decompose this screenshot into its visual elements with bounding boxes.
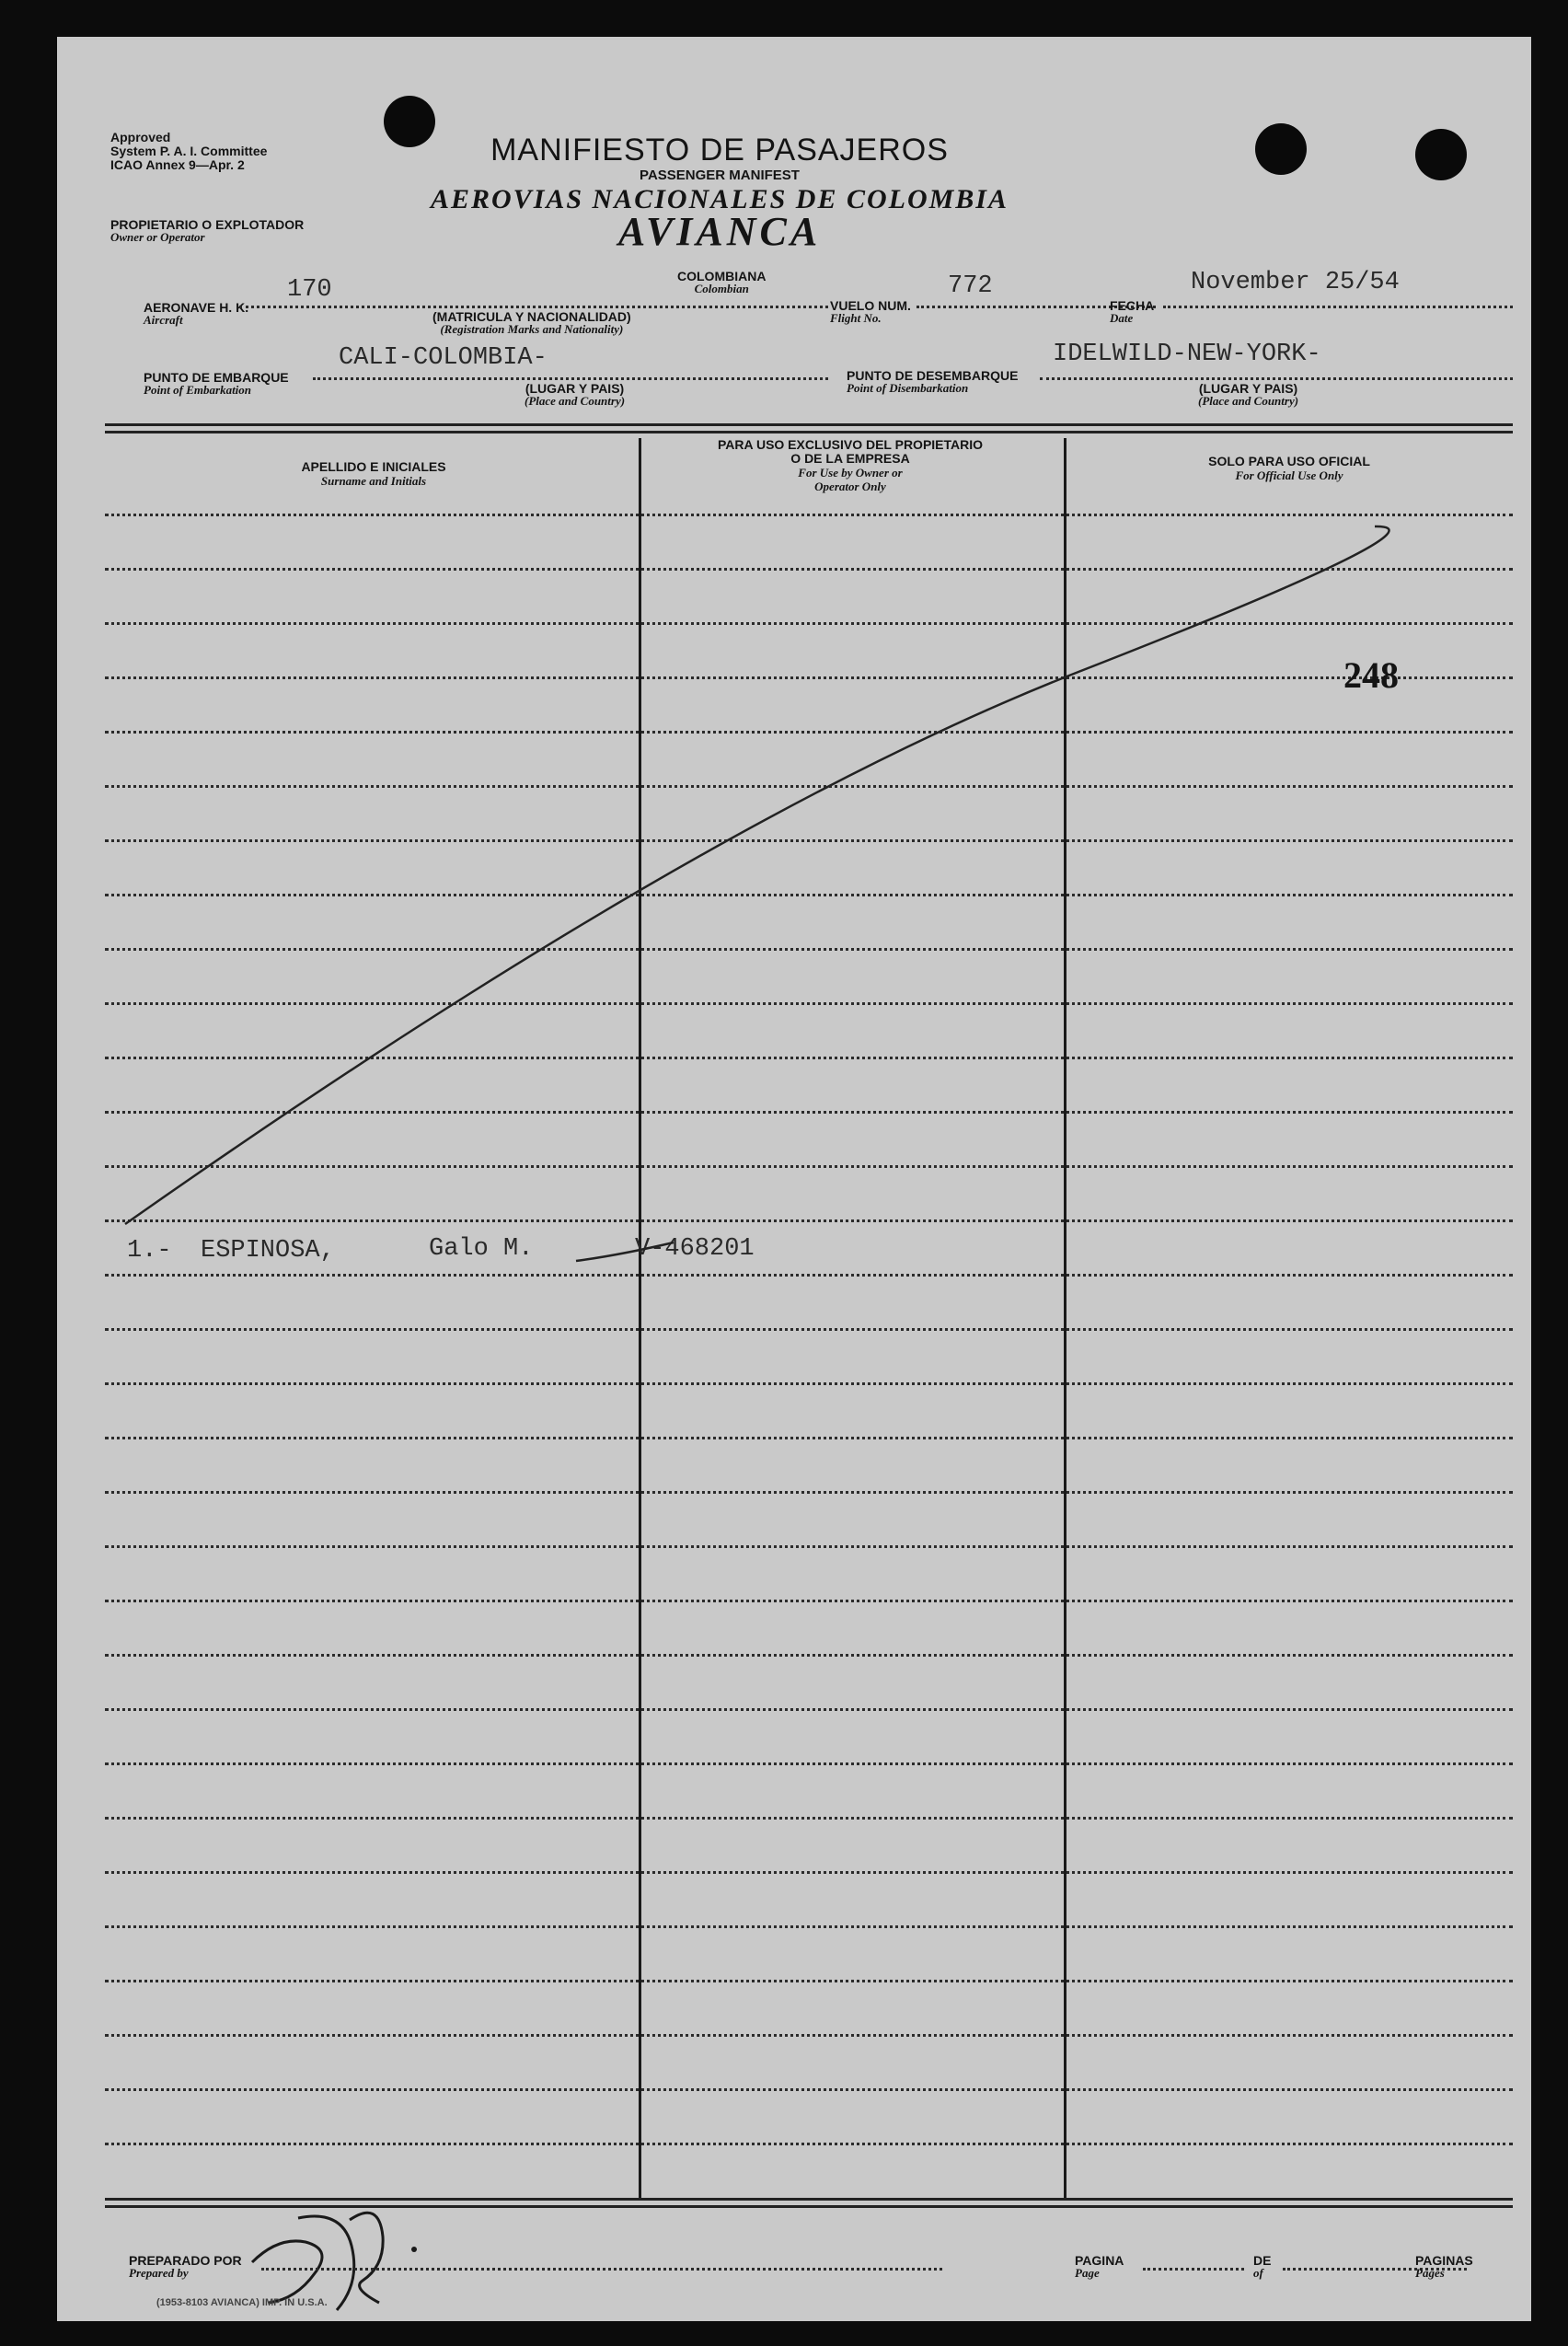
- aircraft-label: AERONAVE H. K. Aircraft: [144, 300, 249, 327]
- printer-line: (1953-8103 AVIANCA) IMP. IN U.S.A.: [156, 2297, 328, 2308]
- nationality-label: COLOMBIANA Colombian: [677, 269, 767, 295]
- column-header-official: SOLO PARA USO OFICIAL For Official Use Only: [1208, 454, 1370, 482]
- passenger-number: 1.-: [127, 1237, 172, 1265]
- disembark-label: PUNTO DE DESEMBARQUE Point of Disembarkation: [847, 368, 1019, 395]
- prepared-by-underline: [261, 2268, 942, 2271]
- operator-label: PROPIETARIO O EXPLOTADOR Owner or Operator: [110, 217, 305, 244]
- date-label: FECHA Date: [1110, 298, 1155, 325]
- airline-name: AEROVIAS NACIONALES DE COLOMBIA: [430, 184, 1009, 214]
- passenger-given-name: Galo M.: [429, 1235, 534, 1263]
- stamp-number: 248: [1343, 654, 1399, 696]
- cancellation-stroke: [57, 37, 1531, 2321]
- manifest-sheet: [57, 37, 1531, 2321]
- prepared-by-label: PREPARADO POR Prepared by: [129, 2253, 242, 2280]
- approval-line: Approved: [110, 130, 171, 144]
- page-underline: [1143, 2268, 1244, 2271]
- aircraft-value: 170: [287, 276, 332, 304]
- airline-brand: AVIANCA: [617, 209, 822, 254]
- page-label: PAGINA Page: [1075, 2253, 1124, 2280]
- passenger-document: V-468201: [635, 1235, 755, 1263]
- disembark-place-label: (LUGAR Y PAIS) (Place and Country): [1198, 381, 1299, 408]
- embark-place-label: (LUGAR Y PAIS) (Place and Country): [525, 381, 626, 408]
- document-tick-mark: [572, 1230, 683, 1266]
- embark-label: PUNTO DE EMBARQUE Point of Embarkation: [144, 370, 289, 397]
- form-title: MANIFIESTO DE PASAJEROS: [490, 133, 949, 168]
- of-label: DE of: [1253, 2253, 1272, 2280]
- flight-value: 772: [948, 272, 993, 300]
- pages-label: PAGINAS Pages: [1415, 2253, 1473, 2280]
- form-subtitle: PASSENGER MANIFEST: [640, 168, 800, 183]
- disembark-value: IDELWILD-NEW-YORK-: [1053, 341, 1321, 368]
- registration-label: (MATRICULA Y NACIONALIDAD) (Registration Marks and Nationality): [432, 309, 631, 336]
- column-header-owner: PARA USO EXCLUSIVO DEL PROPIETARIO O DE LA EMPRESA For Use by Owner or Operator Only: [717, 437, 984, 493]
- approval-line: System P. A. I. Committee: [110, 144, 268, 158]
- date-value: November 25/54: [1191, 269, 1400, 296]
- passenger-surname: ESPINOSA,: [201, 1237, 335, 1265]
- flight-label: VUELO NUM. Flight No.: [830, 298, 911, 325]
- embark-value: CALI-COLOMBIA-: [339, 344, 548, 372]
- column-header-name: APELLIDO E INICIALES Surname and Initials: [301, 459, 446, 488]
- approval-line: ICAO Annex 9—Apr. 2: [110, 157, 245, 172]
